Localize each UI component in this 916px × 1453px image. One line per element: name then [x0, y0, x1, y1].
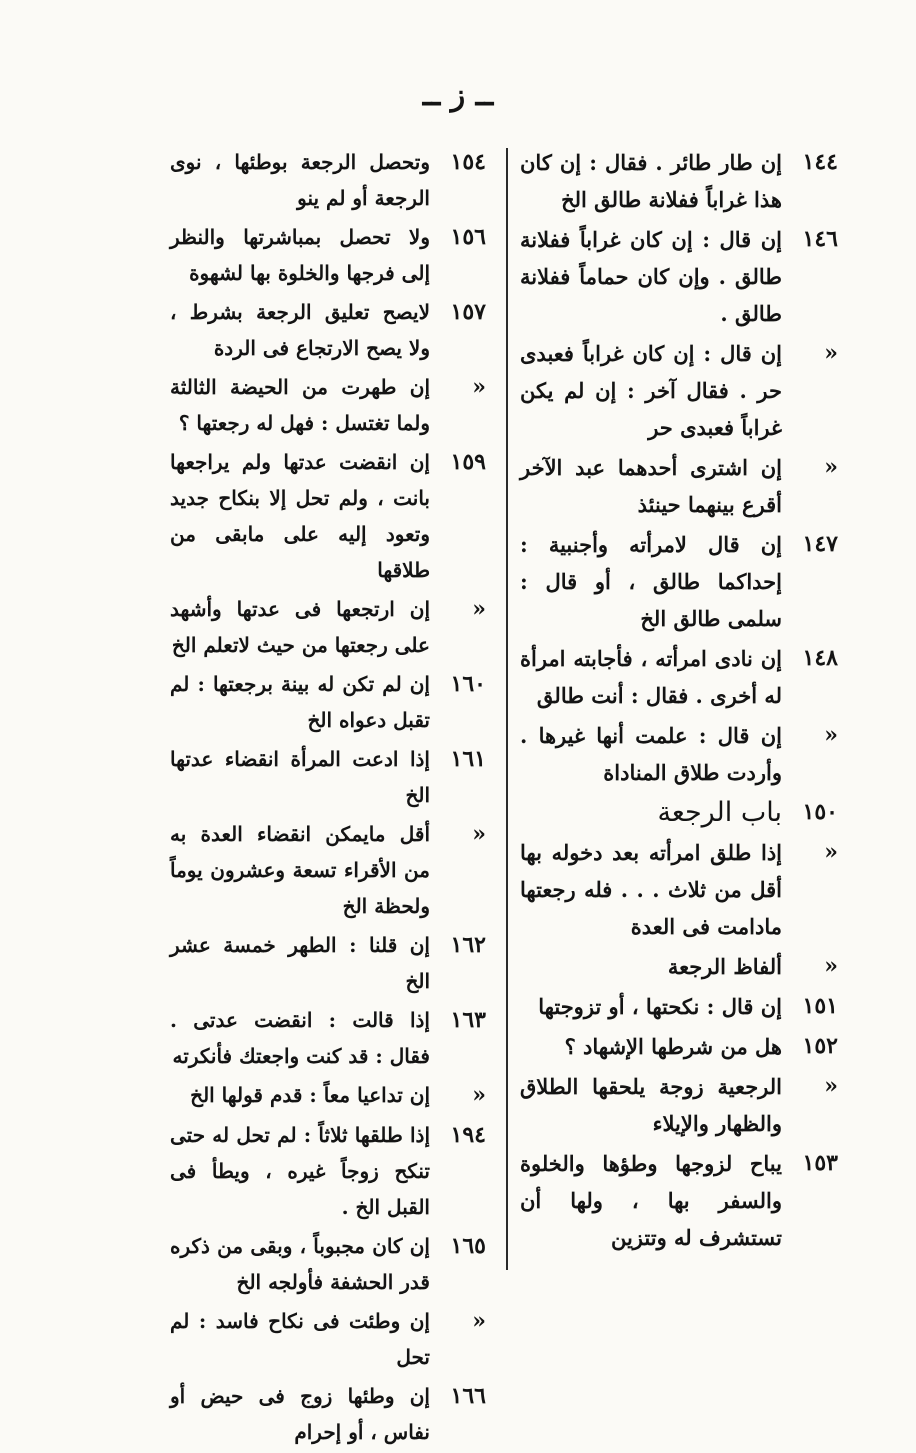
entry-text: إن قلنا : الطهر خمسة عشر الخ	[170, 933, 430, 993]
index-entry	[520, 526, 838, 637]
entry-page-number: ١٥٤	[450, 149, 486, 175]
entry-text: إن وطئت فى نكاح فاسد : لم تحل	[170, 1309, 430, 1369]
entry-page-number: «	[472, 1082, 486, 1108]
index-entry	[520, 1028, 838, 1065]
index-entry	[170, 144, 486, 216]
entry-text: ألفاظ الرجعة	[667, 954, 782, 979]
index-entry	[170, 741, 486, 813]
index-entry	[520, 717, 838, 791]
index-entry	[520, 221, 838, 332]
entry-text: إذا طلق امرأته بعد دخوله بها أقل من ثلاث . . . فله رجعتها مادامت فى العدة	[520, 840, 782, 939]
entry-text: إن اشترى أحدهما عبد الآخر أقرع بينهما حينئذ	[520, 455, 782, 517]
entry-page-number: ١٦٥	[450, 1233, 486, 1259]
entry-page-number: ١٦٦	[450, 1383, 486, 1409]
index-entry	[170, 1228, 486, 1300]
entry-page-number: «	[472, 596, 486, 622]
index-entry	[520, 834, 838, 945]
entry-page-number: ١٥٢	[802, 1033, 838, 1059]
entry-text: إن تداعيا معاً : قدم قولها الخ	[190, 1083, 430, 1107]
entry-text: إن ارتجعها فى عدتها وأشهد على رجعتها من حيث لاتعلم الخ	[170, 597, 430, 657]
entry-page-number: «	[824, 454, 838, 480]
entry-text: ولا تحصل بمباشرتها والنظر إلى فرجها والخلوة بها لشهوة	[170, 225, 430, 285]
index-entry	[170, 591, 486, 663]
entry-page-number: «	[472, 1308, 486, 1334]
entry-page-number: ١٥٣	[802, 1150, 838, 1176]
entry-page-number: ١٤٦	[802, 226, 838, 252]
index-entry	[520, 1068, 838, 1142]
entry-page-number: ١٥٦	[450, 224, 486, 250]
entry-page-number: «	[472, 821, 486, 847]
entry-page-number: ١٩٤	[450, 1122, 486, 1148]
index-entry	[170, 1303, 486, 1375]
entry-page-number: «	[824, 953, 838, 979]
entry-page-number: ١٦٣	[450, 1007, 486, 1033]
entry-page-number: ١٥١	[802, 993, 838, 1019]
index-entry	[170, 444, 486, 588]
entry-text: إن قال : نكحتها ، أو تزوجتها	[538, 994, 782, 1019]
index-entry	[170, 1002, 486, 1074]
entry-text: لايصح تعليق الرجعة بشرط ، ولا يصح الارتجاع فى الردة	[170, 300, 430, 360]
entry-page-number: «	[824, 839, 838, 865]
section-heading	[520, 794, 838, 831]
entry-page-number: ١٦٠	[450, 671, 486, 697]
entry-page-number: ١٥٩	[450, 449, 486, 475]
entry-page-number: «	[472, 374, 486, 400]
entry-page-number: ١٦٢	[450, 932, 486, 958]
entry-text: باب الرجعة	[657, 797, 782, 828]
entry-text: إن كان مجبوباً ، وبقى من ذكره قدر الحشفة فأولجه الخ	[170, 1234, 430, 1294]
entry-text: إذا طلقها ثلاثاً : لم تحل له حتى تنكح زوجاً غيره ، ويطأ فى القبل الخ .	[170, 1123, 430, 1219]
entry-text: إن طهرت من الحيضة الثالثة ولما تغتسل : فهل له رجعتها ؟	[170, 375, 430, 435]
entry-text: إن قال : إن كان غراباً فعبدى حر . فقال آخر : إن لم يكن غراباً فعبدى حر	[520, 341, 782, 440]
entry-text: إن لم تكن له بينة برجعتها : لم تقبل دعواه الخ	[170, 672, 430, 732]
index-entry	[170, 1378, 486, 1450]
entry-text: إن قال : إن كان غراباً ففلانة طالق . وإن كان حماماً ففلانة طالق .	[520, 227, 782, 326]
entry-page-number: ١٤٧	[802, 531, 838, 557]
entry-text: إذا ادعت المرأة انقضاء عدتها الخ	[170, 747, 430, 807]
index-entry	[520, 449, 838, 523]
index-entry	[520, 1145, 838, 1256]
entry-text: إن قال لامرأته وأجنبية : إحداكما طالق ، أو قال : سلمى طالق الخ	[520, 532, 782, 631]
entry-page-number: ١٥٠	[802, 799, 838, 825]
index-entry	[520, 948, 838, 985]
index-entry	[520, 640, 838, 714]
index-entry	[520, 988, 838, 1025]
entry-text: إذا قالت : انقضت عدتى . فقال : قد كنت واجعتك فأنكرته	[170, 1008, 430, 1068]
entry-text: إن نادى امرأته ، فأجابته امرأة له أخرى . فقال : أنت طالق	[520, 646, 782, 708]
entry-page-number: «	[824, 1073, 838, 1099]
index-entry	[170, 816, 486, 924]
entry-text: يباح لزوجها وطؤها والخلوة والسفر بها ، ولها أن تستشرف له وتتزين	[520, 1151, 782, 1250]
index-entry	[170, 1117, 486, 1225]
index-entry	[170, 294, 486, 366]
entry-text: هل من شرطها الإشهاد ؟	[564, 1034, 782, 1059]
index-entry	[170, 1077, 486, 1114]
entry-text: إن وطئها زوج فى حيض أو نفاس ، أو إحرام	[170, 1384, 430, 1444]
entry-text: الرجعية زوجة يلحقها الطلاق والظهار والإيلاء	[520, 1074, 782, 1136]
entry-page-number: «	[824, 722, 838, 748]
entry-text: وتحصل الرجعة بوطئها ، نوى الرجعة أو لم ينو	[170, 150, 430, 210]
column-divider	[506, 148, 508, 1270]
index-column-left	[170, 144, 486, 1453]
entry-page-number: ١٤٤	[802, 149, 838, 175]
entry-text: إن طار طائر . فقال : إن كان هذا غراباً ففلانة طالق الخ	[520, 150, 782, 212]
entry-page-number: ١٤٨	[802, 645, 838, 671]
page-marker: ــ ز ــ	[422, 78, 494, 113]
entry-page-number: ١٦١	[450, 746, 486, 772]
entry-text: إن قال : علمت أنها غيرها . وأردت طلاق المناداة	[520, 723, 782, 785]
entry-text: أقل مايمكن انقضاء العدة به من الأقراء تسعة وعشرون يوماً ولحظة الخ	[170, 822, 430, 918]
index-entry	[520, 335, 838, 446]
index-column-right	[520, 144, 838, 1259]
index-entry	[520, 144, 838, 218]
entry-page-number: ١٥٧	[450, 299, 486, 325]
index-entry	[170, 219, 486, 291]
entry-text: إن انقضت عدتها ولم يراجعها بانت ، ولم تحل إلا بنكاح جديد وتعود إليه على مابقى من طلاقها	[170, 450, 430, 582]
index-entry	[170, 369, 486, 441]
entry-page-number: «	[824, 340, 838, 366]
index-entry	[170, 666, 486, 738]
index-entry	[170, 927, 486, 999]
